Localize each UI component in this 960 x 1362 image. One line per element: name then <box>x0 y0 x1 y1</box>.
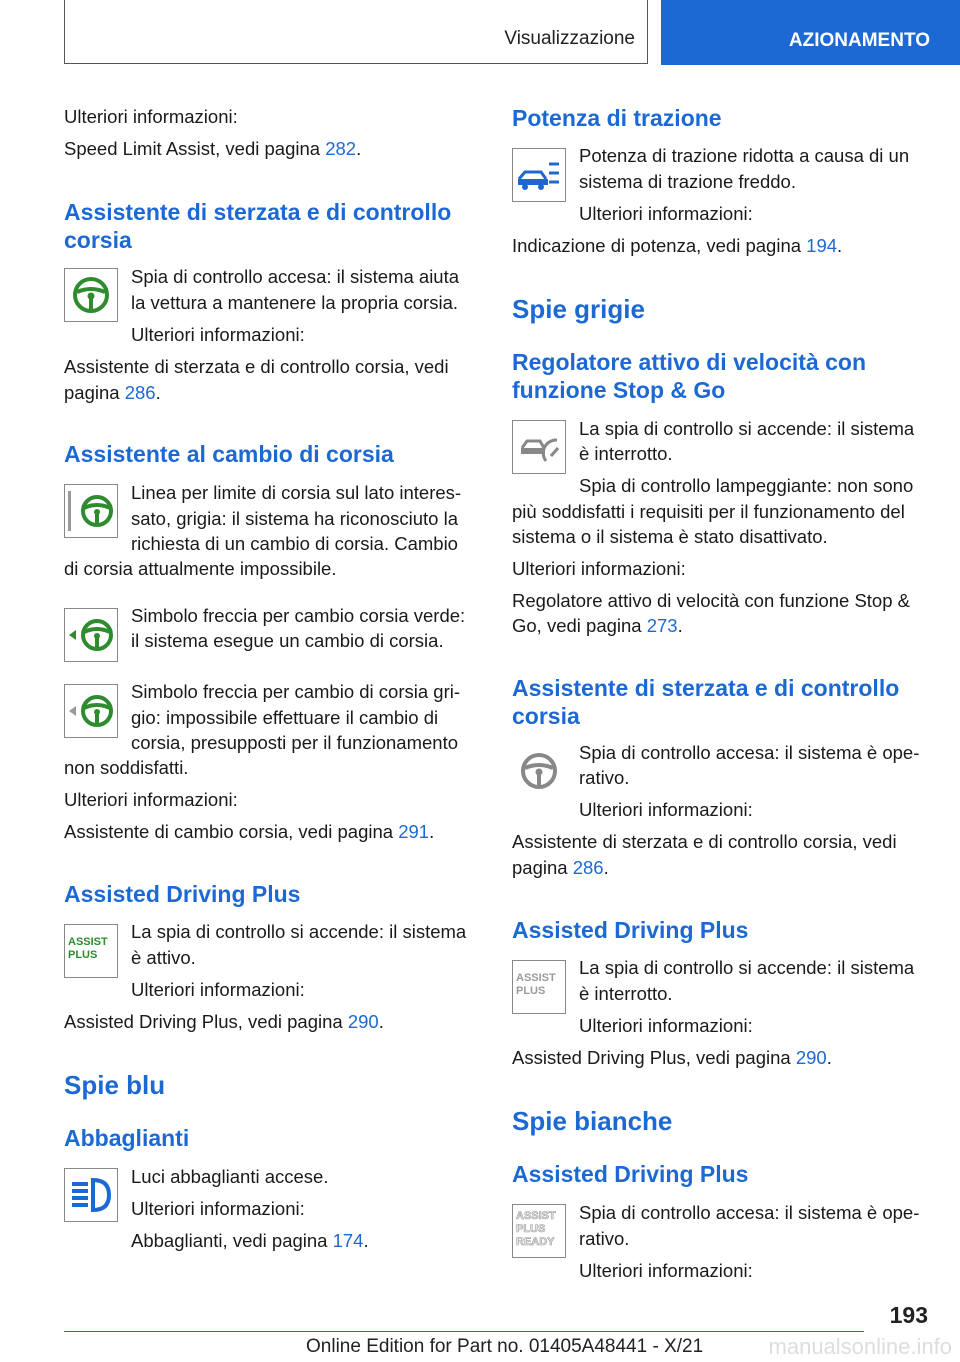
steering-wheel-gray-icon <box>512 744 566 798</box>
lane3-text-3: corsia, presupposti per il funzionamento <box>131 732 459 753</box>
page-link[interactable]: 290 <box>347 1011 379 1032</box>
adp3-text-2: rativo. <box>579 1228 630 1249</box>
page-link[interactable]: 286 <box>124 382 156 403</box>
adp2-more-info: Ulteriori informazioni: <box>579 1015 753 1036</box>
steer2-more-info: Ulteriori informazioni: <box>579 799 753 820</box>
acc-ref-1: Regolatore attivo di velocità con funzione Stop & <box>512 590 910 611</box>
lane-more-info: Ulteriori informazioni: <box>64 789 238 810</box>
heading-steering-assist-cont: corsia <box>64 227 132 253</box>
power-text-1: Potenza di trazione ridotta a causa di un <box>579 145 910 166</box>
heading-assisted-driving-plus: Assisted Driving Plus <box>64 881 301 907</box>
page-link[interactable]: 273 <box>646 615 678 636</box>
heading-high-beam: Abbaglianti <box>64 1125 190 1151</box>
lane2-text-2: il sistema esegue un cambio di corsia. <box>131 630 444 651</box>
steer2-ref-2: pagina 286. <box>512 857 609 878</box>
lane-change-green-arrow-icon <box>64 608 118 662</box>
lane1-text-3: richiesta di un cambio di corsia. Cambio <box>131 533 458 554</box>
traction-power-icon <box>512 148 566 202</box>
adp-ref: Assisted Driving Plus, vedi pagina 290. <box>64 1011 384 1032</box>
footer-divider <box>64 1331 864 1332</box>
heading-assisted-driving-plus-white: Assisted Driving Plus <box>512 1161 749 1187</box>
lane1-text-4: di corsia attualmente impossibile. <box>64 558 337 579</box>
adp3-more-info: Ulteriori informazioni: <box>579 1260 753 1281</box>
edition-footer: Online Edition for Part no. 01405A48441 - X/21 <box>306 1336 704 1357</box>
steer-ref-1: Assistente di sterzata e di controllo corsia, vedi <box>64 356 449 377</box>
acc-text-5: sistema o il sistema è stato disattivato. <box>512 526 828 547</box>
high-ref: Abbaglianti, vedi pagina 174. <box>131 1230 369 1251</box>
lane3-text-4: non soddisfatti. <box>64 757 189 778</box>
more-info-label: Ulteriori informazioni: <box>64 106 238 127</box>
heading-steering-assist-gray-cont: corsia <box>512 703 580 729</box>
acc-text-2: è interrotto. <box>579 443 673 464</box>
assist-plus-gray-icon: ASSIST PLUS <box>512 960 566 1014</box>
chapter-label: AZIONAMENTO <box>788 30 930 51</box>
high-text-1: Luci abbaglianti accese. <box>131 1166 329 1187</box>
acc-more-info: Ulteriori informazioni: <box>512 558 686 579</box>
lane2-text-1: Simbolo freccia per cambio corsia verde: <box>131 605 466 626</box>
adp2-text-1: La spia di controllo si accende: il sistema <box>579 957 915 978</box>
adp2-text-2: è interrotto. <box>579 983 673 1004</box>
heading-lane-change: Assistente al cambio di corsia <box>64 441 394 467</box>
high-beam-icon <box>64 1168 118 1222</box>
adp2-ref: Assisted Driving Plus, vedi pagina 290. <box>512 1047 832 1068</box>
page-link[interactable]: 290 <box>795 1047 827 1068</box>
heading-blue-lights: Spie blu <box>64 1070 166 1100</box>
page-link[interactable]: 291 <box>398 821 430 842</box>
adp-more-info: Ulteriori informazioni: <box>131 979 305 1000</box>
adp3-text-1: Spia di controllo accesa: il sistema è ope- <box>579 1202 920 1223</box>
power-text-2: sistema di trazione freddo. <box>579 171 796 192</box>
active-cruise-gray-icon <box>512 420 566 474</box>
page-link[interactable]: 194 <box>806 235 838 256</box>
lane-ref: Assistente di cambio corsia, vedi pagina 291. <box>64 821 435 842</box>
steer2-ref-1: Assistente di sterzata e di controllo corsia, vedi <box>512 831 897 852</box>
steer-more-info: Ulteriori informazioni: <box>131 324 305 345</box>
page-link[interactable]: 286 <box>572 857 604 878</box>
heading-traction-power: Potenza di trazione <box>512 105 722 131</box>
steer-ref-2: pagina 286. <box>64 382 161 403</box>
lane1-text-2: sato, grigia: il sistema ha riconosciuto la <box>131 508 458 529</box>
lane-change-gray-arrow-icon <box>64 684 118 738</box>
steer-text-2: la vettura a mantenere la propria corsia. <box>131 292 459 313</box>
assist-plus-ready-icon: ASSIST PLUS READY <box>512 1204 566 1258</box>
heading-white-lights: Spie bianche <box>512 1106 673 1136</box>
lane3-text-1: Simbolo freccia per cambio di corsia gri- <box>131 681 461 702</box>
acc-text-4: più soddisfatti i requisiti per il funzionamento del <box>512 501 905 522</box>
watermark: manualsonline.info <box>768 1334 952 1359</box>
section-title: Visualizzazione <box>504 28 635 49</box>
page-number: 193 <box>889 1302 928 1328</box>
adp-text-1: La spia di controllo si accende: il sistema <box>131 921 467 942</box>
power-ref: Indicazione di potenza, vedi pagina 194. <box>512 235 843 256</box>
page-link[interactable]: 174 <box>332 1230 364 1251</box>
reference-line: Speed Limit Assist, vedi pagina 282. <box>64 138 362 159</box>
heading-steering-assist: Assistente di sterzata e di controllo <box>64 199 452 225</box>
lane1-text-1: Linea per limite di corsia sul lato interes- <box>131 482 462 503</box>
heading-steering-assist-gray: Assistente di sterzata e di controllo <box>512 675 900 701</box>
steering-wheel-green-icon <box>64 268 118 322</box>
page-link[interactable]: 282 <box>325 138 357 159</box>
high-more-info: Ulteriori informazioni: <box>131 1198 305 1219</box>
steer-text-1: Spia di controllo accesa: il sistema aiuta <box>131 266 460 287</box>
chapter-tab[interactable] <box>661 0 960 65</box>
adp-text-2: è attivo. <box>131 947 196 968</box>
steer2-text-1: Spia di controllo accesa: il sistema è ope- <box>579 742 920 763</box>
heading-gray-lights: Spie grigie <box>512 294 645 324</box>
power-more-info: Ulteriori informazioni: <box>579 203 753 224</box>
lane3-text-2: gio: impossibile effettuare il cambio di <box>131 707 439 728</box>
heading-active-cruise-cont: funzione Stop & Go <box>512 377 726 403</box>
heading-assisted-driving-plus-gray: Assisted Driving Plus <box>512 917 749 943</box>
lane-change-gray-line-icon <box>64 484 118 538</box>
acc-text-3: Spia di controllo lampeggiante: non sono <box>579 475 914 496</box>
assist-plus-green-icon: ASSIST PLUS <box>64 924 118 978</box>
steer2-text-2: rativo. <box>579 767 630 788</box>
heading-active-cruise: Regolatore attivo di velocità con <box>512 349 867 375</box>
acc-ref-2: Go, vedi pagina 273. <box>512 615 683 636</box>
acc-text-1: La spia di controllo si accende: il sistema <box>579 418 915 439</box>
